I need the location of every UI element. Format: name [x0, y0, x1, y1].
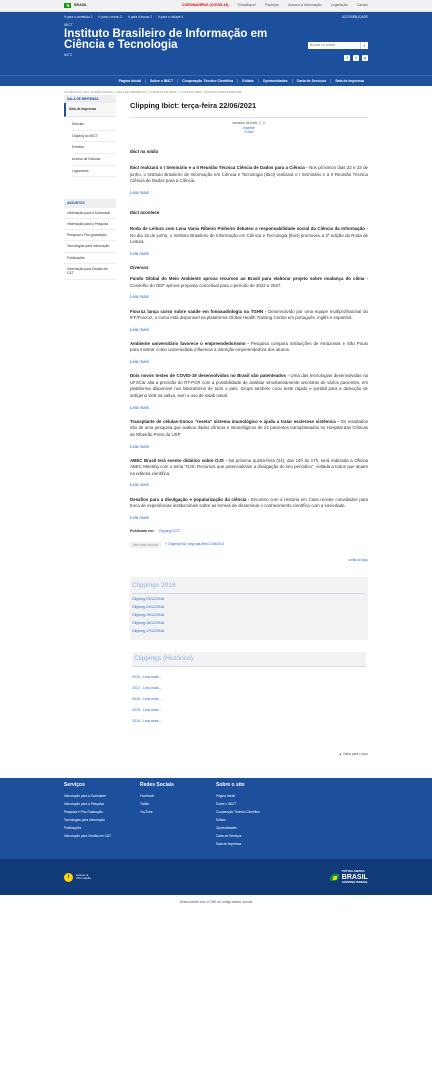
email-link[interactable]: E-mail — [244, 130, 254, 135]
nav-item-about[interactable]: Sobre o IBICT — [145, 79, 177, 84]
main-nav — [0, 75, 432, 86]
pagination — [130, 542, 368, 548]
footer-col-redes: Redes Sociais Facebook Twitter YouTube — [140, 782, 192, 855]
history-link[interactable]: 2017 - Leia mais... — [132, 685, 162, 690]
site-title[interactable]: Instituto Brasileiro de Informação em Ciência e Tecnologia — [64, 28, 268, 52]
search-box — [308, 42, 368, 49]
footer-link[interactable]: Informação para Gestão em C&T — [64, 834, 111, 839]
font-size-buttons[interactable]: Ⓐ Ⓐ — [258, 121, 266, 126]
news-item: Desafios para a divulgação e popularização da ciência - Encontro com a História em Casa recebe convidados para troca de experiências institucionais sobre as formas de disseminar o conhecimento científico com a sociedade. — [130, 496, 368, 509]
clippings-2018-box — [130, 577, 368, 640]
twitter-icon[interactable]: t — [353, 55, 359, 61]
article-tools — [130, 121, 368, 134]
news-item: Roda de Leitura com Lena Vania Ribeiro Pinheiro debateu a responsabilidade social da Ciência da Informação - No dia 15 de junho, o Instituto Brasileiro de Informação em Ciência e Tecnologia (Ibict) promoveu a 2ª edição da Roda de Leitura. — [130, 226, 368, 245]
footer-link[interactable]: Facebook — [140, 794, 154, 799]
sidebar — [64, 95, 116, 730]
gov-link-participe[interactable]: Participe — [265, 2, 280, 7]
sidebar-assuntos-header: ASSUNTOS — [64, 199, 116, 207]
read-more-link[interactable]: Leia mais — [130, 294, 149, 300]
footer-link[interactable]: Cooperação Técnico-Científica — [216, 810, 260, 815]
gov-bar — [0, 0, 432, 12]
history-link[interactable]: 2015 - Leia mais... — [132, 707, 162, 712]
read-more-link[interactable]: Leia mais — [130, 359, 149, 365]
site-kicker: IBICT — [64, 23, 73, 28]
section-heading-midia: Ibict na mídia — [130, 148, 159, 154]
social-icons — [344, 55, 368, 61]
sidebar-header: SALA DE IMPRENSA — [64, 95, 116, 103]
sidebar-item-sala-imprensa[interactable]: Sala de Imprensa — [64, 103, 116, 117]
clipping-link[interactable]: Clipping 19/12/2018 — [132, 613, 164, 618]
breadcrumb[interactable]: VOCÊ ESTÁ AQUI: PÁGINA INICIAL > SALA DE IMPRENSA > CLIPPING DO IBICT > CLIPPING IBICT: QUARTA-FEIRA 23/06/2021 — [64, 90, 242, 94]
footer-link[interactable]: Carta de Serviços — [216, 834, 242, 839]
read-more-link[interactable]: Leia mais — [130, 326, 149, 332]
read-more-link[interactable]: Leia mais — [130, 250, 149, 256]
credits: Desenvolvido com o CMS de código aberto Joomla — [179, 900, 253, 905]
facebook-icon[interactable]: f — [344, 55, 350, 61]
skip-footer-link[interactable]: Ir para o rodapé 4 — [157, 15, 184, 19]
footer-col-servicos: Serviços Informação para a Sociedade Informação para a Pesquisa Pesquisa e Pós-Graduação Tecnologias para Informação Publicações Informação para Gestão em C&T — [64, 782, 116, 855]
scroll-top-link[interactable]: ▲ Voltar para o topo — [338, 751, 368, 756]
sidebar-link-sociedade[interactable]: Informação para a Sociedade — [64, 208, 116, 219]
footer-bottom — [0, 859, 432, 895]
print-link[interactable]: Imprimir — [243, 125, 255, 130]
site-header — [0, 12, 432, 75]
footer-link[interactable]: Informação para a Sociedade — [64, 794, 106, 799]
youtube-icon[interactable]: y — [363, 55, 367, 61]
news-item: ABEC Brasil terá evento didático sobre OJS - Na próxima quinta-feira (24), das 14h às 17h, será realizada a Oficina ABEC Meeting com o tema “OJS: Recursos que potencializam a divulgação do seu periódico”, voltada a todos que atuam na editoria científica. — [130, 457, 368, 476]
news-item: Dois novos testes de COVID-19 desenvolvidos no Brasil são patenteados - Uma das tecnologias desenvolvidas na UFSCar alia a precisão do RT-PCR com a possibilidade de analisar simultaneamente amostras de vários pacientes, em plataforma disponível nos laboratórios de todo o país. Grupo também criou teste rápido e portátil para a detecção de antígeno viral na saliva, sem o uso de swab nasal. — [130, 373, 368, 398]
section-heading-acontece: Ibict acontece — [130, 209, 160, 215]
skip-search-link[interactable]: Ir para a busca 3 — [127, 15, 152, 19]
read-more-link[interactable]: Leia mais — [130, 189, 149, 195]
read-more-link[interactable]: Leia mais — [130, 514, 149, 520]
nav-item-cooperation[interactable]: Cooperação Técnico Científica — [177, 79, 237, 84]
news-item: Fundo Global do Meio Ambiente aprova recursos ao Brasil para elaborar projeto sobre mudança do clima - Conselho do GEF aprova proposta conceitual para o período de 2022 a 2027. — [130, 276, 368, 288]
footer-link[interactable]: Página Inicial — [216, 794, 235, 799]
footer-link[interactable]: Publicações — [64, 826, 82, 831]
clipping-link[interactable]: Clipping 18/12/2018 — [132, 621, 164, 626]
clippings-history-box — [130, 648, 368, 729]
clipping-link[interactable]: Clipping 24/12/2018 — [132, 605, 164, 610]
box-title: Clippings 2018 — [132, 581, 366, 594]
footer-col-sobre: Sobre o site Página Inicial Sobre o IBICT Cooperação Técnico-Científica Editais Oportunidades Carta de Serviços Sala de Imprensa — [216, 782, 268, 855]
footer-link[interactable]: Pesquisa e Pós-Graduação — [64, 810, 103, 815]
nav-item-oportunidades[interactable]: Oportunidades — [258, 79, 292, 84]
footer-link[interactable]: Twitter — [140, 802, 150, 807]
read-more-link[interactable]: Leia mais — [130, 443, 149, 449]
skip-content-link[interactable]: Ir para o conteúdo 1 — [64, 15, 93, 19]
brasil-leaf-icon — [330, 874, 339, 881]
gov-link-simplifique[interactable]: Simplifique! — [237, 2, 257, 7]
gov-brasil-link[interactable]: BRASIL — [74, 2, 88, 7]
section-heading-diversos: Diversos — [130, 265, 149, 270]
category-link[interactable]: Clipping CGT — [158, 528, 181, 533]
sidebar-link-publicacoes[interactable]: Publicações — [64, 253, 116, 264]
site-subtitle: MCTI — [64, 53, 73, 58]
footer-link[interactable]: YouTube — [140, 810, 153, 815]
footer-link[interactable]: Informação para a Pesquisa — [64, 802, 104, 807]
sidebar-link-pesquisa[interactable]: Informação para a Pesquisa — [64, 219, 116, 230]
news-item: Ibict realizará o I Seminário e a II Reunião Técnica Ciência de Dados para a Ciência - Nos próximos dias 22 e 23 de junho, o Instituto Brasileiro de Informação em Ciência e Tecnologia (Ibict) realizará o I Seminário e a II Reunião Técnica Ciência de Dados para a Ciência. — [130, 164, 368, 184]
skip-menu-link[interactable]: Ir para o menu 2 — [98, 15, 122, 19]
footer-link[interactable]: Sobre o IBICT — [216, 802, 237, 807]
footer-link[interactable]: Sala de Imprensa — [216, 842, 241, 847]
gov-link-acesso[interactable]: Acesso à informação — [288, 2, 322, 7]
page-title: Clipping Ibict: terça-feira 22/06/2021 — [130, 101, 368, 118]
sidebar-sub-logomarca[interactable]: Logomarca — [72, 166, 116, 178]
history-link[interactable]: 2019 - Leia mais... — [132, 674, 162, 679]
search-input[interactable]: Buscar no portal — [308, 42, 360, 49]
gov-links — [182, 3, 368, 8]
clipping-link[interactable]: Clipping 21/12/2018 — [132, 597, 164, 602]
footer-link[interactable]: Tecnologias para Informação — [64, 818, 105, 823]
news-item: Fiocruz lança curso sobre saúde em fonoaudiologia na TGHN - Desenvolvido por uma equipe multiprofissional do IFF/Fiocruz, o curso está disponível na plataforma Global Health Training Centre em português, inglês e espanhol. — [130, 308, 368, 321]
sidebar-sub-eventos[interactable]: Eventos — [72, 142, 116, 154]
brasil-logo[interactable]: PÁTRIA AMADA BRASIL GOVERNO FEDERAL — [330, 870, 368, 884]
nav-item-imprensa[interactable]: Sala de Imprensa — [330, 79, 368, 84]
nav-item-carta[interactable]: Carta de Serviços — [292, 79, 331, 84]
sidebar-link-gestao[interactable]: Informação para Gestão em C&T — [64, 264, 116, 280]
info-icon: i — [64, 873, 73, 882]
footer-link[interactable]: Editais — [216, 818, 226, 823]
nav-item-home[interactable]: Página inicial — [118, 78, 141, 83]
back-to-top-link[interactable]: voltar ao topo — [348, 558, 368, 563]
prev-item-button[interactable]: Item mais recente — [130, 542, 161, 548]
arrow-up-icon: ▲ — [338, 751, 343, 756]
gov-link-covid[interactable]: CORONAVÍRUS (COVID-19) — [181, 2, 229, 7]
read-more-link[interactable]: Leia mais — [130, 404, 149, 410]
accessibility-link[interactable]: ACESSIBILIDADE — [341, 15, 368, 19]
sidebar-sub-clipping[interactable]: Clipping do IBICT — [72, 131, 116, 143]
footer — [0, 778, 432, 859]
article — [130, 95, 368, 730]
news-item: Ambiente universitário favorece o empreendedorismo - Pesquisa compara instituições de Amazonas e São Paulo para mostrar como universidade influencia a intenção empreendedora dos alunos. — [130, 340, 368, 353]
acesso-informacao-logo[interactable]: i Acesso à Informação — [64, 873, 98, 882]
sidebar-sub-acesso[interactable]: Acesso de Notícias — [72, 154, 116, 166]
gov-link-legislacao[interactable]: Legislação — [330, 2, 348, 7]
news-item: Transplante de células-tronco “reseta” sistema imunológico e ajuda a tratar esclerose sistêmica - Os resultados são de uma pesquisa que avaliou dados clínicos e imunológicos de 22 pacientes transplantados no Hospital das Clínicas de Ribeirão Preto da USP — [130, 418, 369, 437]
search-icon[interactable]: ⌕ — [360, 42, 368, 49]
clipping-link[interactable]: Clipping 17/12/2018 — [132, 629, 164, 634]
history-link[interactable]: 2016 - Leia mais... — [132, 696, 162, 701]
sidebar-link-posgrad[interactable]: Pesquisa e Pós-graduação — [64, 230, 116, 241]
history-link[interactable]: 2014 - Leia mais... — [132, 718, 162, 723]
sidebar-link-tecnologias[interactable]: Tecnologias para Informação — [64, 241, 116, 252]
read-more-link[interactable]: Leia mais — [130, 482, 149, 488]
box-title: Clippings (Histórico) — [132, 652, 366, 666]
sidebar-sub-noticias[interactable]: Notícias — [72, 119, 116, 131]
published-in: Publicado em: Clipping CGT — [130, 528, 181, 533]
next-item-link[interactable]: « Clipping Ibict: segunda-feira 21/06/2021 — [165, 541, 225, 546]
gov-link-canais[interactable]: Canais — [356, 2, 368, 7]
nav-item-editais[interactable]: Editais — [237, 79, 257, 84]
brazil-flag-icon — [64, 3, 71, 8]
font-size-label: tamanho da fonte — [232, 121, 258, 126]
footer-link[interactable]: Oportunidades — [216, 826, 237, 831]
